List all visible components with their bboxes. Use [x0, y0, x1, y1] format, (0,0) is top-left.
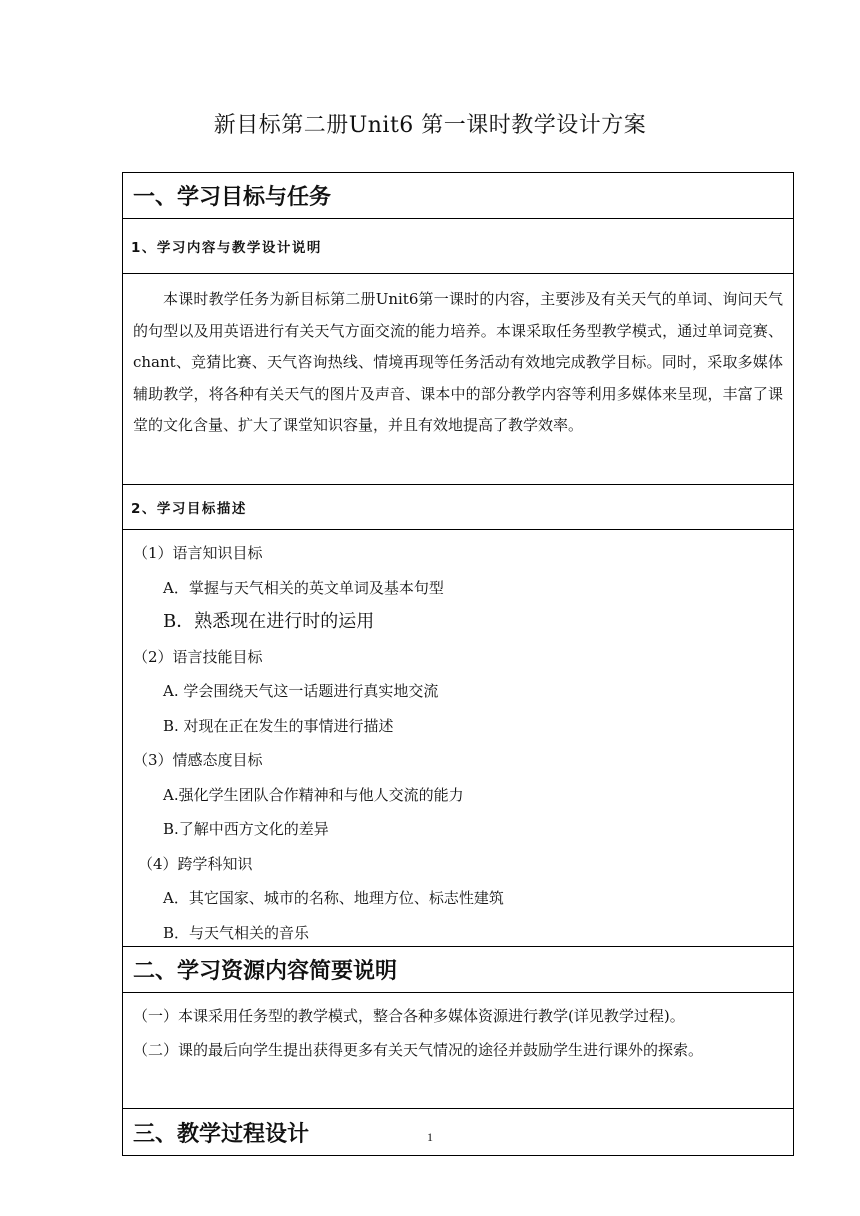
lesson-plan-table [122, 172, 794, 1156]
section-heading-resources: 二、学习资源内容简要说明 [123, 947, 793, 993]
objective-item: A．掌握与天气相关的英文单词及基本句型 [163, 578, 444, 597]
document-title: 新目标第二册Unit6 第一课时教学设计方案 [213, 113, 647, 138]
subheading-content-description: 1、学习内容与教学设计说明 [123, 219, 793, 274]
resource-item: （一）本课采用任务型的教学模式，整合各种多媒体资源进行教学(详见教学过程)。 [133, 1007, 685, 1025]
objective-category: （2）语言技能目标 [133, 647, 263, 666]
objective-item: A. 学会围绕天气这一话题进行真实地交流 [163, 682, 439, 700]
objective-category: （1）语言知识目标 [133, 544, 263, 562]
subheading-objectives: 2、学习目标描述 [123, 485, 793, 530]
objective-item: A．其它国家、城市的名称、地理方位、标志性建筑 [163, 889, 504, 907]
objective-item: B.了解中西方文化的差异 [163, 820, 329, 838]
objective-item: A.强化学生团队合作精神和与他人交流的能力 [163, 785, 464, 804]
objective-item: B．与天气相关的音乐 [163, 923, 310, 942]
page-number: 1 [427, 1130, 433, 1144]
objective-item: B. 对现在正在发生的事情进行描述 [163, 716, 394, 735]
section-heading-process: 三、教学过程设计 [133, 1121, 310, 1147]
objective-category: （3）情感态度目标 [133, 751, 263, 769]
resource-item: （二）课的最后向学生提出获得更多有关天气情况的途径并鼓励学生进行课外的探索。 [133, 1041, 704, 1059]
resources-list [123, 993, 793, 1109]
objective-category: （4）跨学科知识 [138, 854, 253, 873]
content-description-paragraph: 本课时教学任务为新目标第二册Unit6第一课时的内容，主要涉及有关天气的单词、询问天气的句型以及用英语进行有关天气方面交流的能力培养。本课采取任务型教学模式，通过单词竞赛、chant、竞猜比赛、天气咨询热线、情境再现等任务活动有效地完成教学目标。同时，采取多媒体辅助教学，将各种有关天气的图片及声音、课本中的部分教学内容等利用多媒体来呈现，丰富了课堂的文化含量、扩大了课堂知识容量，并且有效地提高了教学效率。 [123, 274, 793, 485]
section-heading-goals: 一、学习目标与任务 [123, 173, 793, 219]
objectives-list [123, 530, 793, 947]
objective-item: B．熟悉现在进行时的运用 [163, 611, 375, 632]
